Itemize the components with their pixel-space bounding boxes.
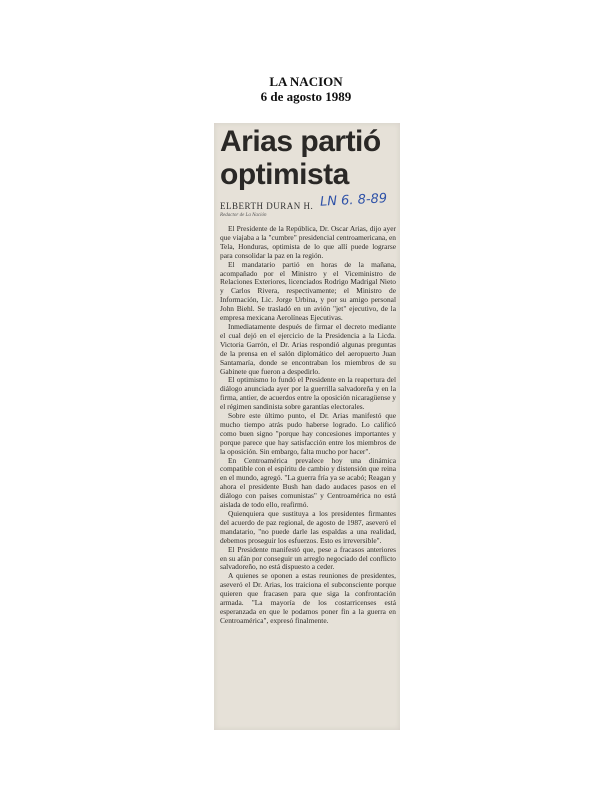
paragraph: El mandatario partió en horas de la mañana, acompañado por el Ministro y el Viceministro de Relaciones Exteriores, licenciados Rodrigo Madrigal Nieto y Carlos Rivera, respectivamente; el Ministro de Información, Lic. Jorge Urbina, y por su amigo personal John Biehl. Se trasladó en un avión "jet" ejecutivo, de la empresa mexicana Aerolíneas Ejecutivas. xyxy=(220,259,396,323)
paragraph: A quienes se oponen a estas reuniones de presidentes, aseveró el Dr. Arias, los traiciona el subconsciente porque quieren que fracasen para que siga la confrontación armada. "La mayoría de los costarricenses está esperanzada en que le podamos poner fin a la guerra en Centroamérica", expresó finalmente. xyxy=(220,571,396,625)
newspaper-clipping xyxy=(214,123,400,730)
paragraph: El optimismo lo fundó el Presidente en la reapertura del diálogo anunciada ayer por la guerrilla salvadoreña y en la firma, antier, de acuerdos entre la oposición nicaragüense y el régimen sandinista sobre garantías electorales. xyxy=(220,375,396,412)
paragraph: Quienquiera que sustituya a los presidentes firmantes del acuerdo de paz regional, de agosto de 1987, aseveró el mandatario, "no puede darle las espaldas a una realidad, debemos proseguir los esfuerzos. Esto es irreversible". xyxy=(220,509,396,545)
staff-note: Redactor de La Nación xyxy=(220,213,267,218)
paragraph: El Presidente manifestó que, pese a fracasos anteriores en su afán por conseguir un arreglo negociado del conflicto salvadoreño, no está dispuesto a ceder. xyxy=(220,544,396,572)
handwritten-annotation: LN 6. 8-89 xyxy=(319,191,388,210)
headline-line-1: Arias partió xyxy=(220,125,381,158)
article-headline xyxy=(220,125,398,191)
headline-line-2: optimista xyxy=(220,158,349,191)
paragraph: En Centroamérica prevalece hoy una dinámica compatible con el espíritu de cambio y distensión que reina en el mundo, agregó. "La guerra fría ya se acabó; Reagan y ahora el presidente Bush han dado audaces pasos en el diálogo con países comunistas" y Centroamérica no está aislada de todo ello, reafirmó. xyxy=(220,455,396,510)
paragraph: El Presidente de la República, Dr. Oscar Arias, dijo ayer que viajaba a la "cumbre" presidencial centroamericana, en Tela, Honduras, optimista de lo que allí puede lograrse para consolidar la paz en la región. xyxy=(220,224,396,260)
publication-date: 6 de agosto 1989 xyxy=(260,89,352,104)
paragraph: Sobre este último punto, el Dr. Arias manifestó que mucho tiempo atrás pudo haberse logrado. Lo calificó como buen signo "porque hay concesiones importantes y porque parece que hay satisfacción entre los miembros de la oposición. Sin embargo, falta mucho por hacer". xyxy=(220,411,396,456)
article-byline: ELBERTH DURAN H. xyxy=(220,201,314,211)
publication-name: LA NACION xyxy=(269,74,343,89)
document-header xyxy=(0,74,612,104)
byline-row xyxy=(220,193,398,213)
paragraph: Inmediatamente después de firmar el decreto mediante el cual dejó en el ejercicio de la Presidencia a la Licda. Victoria Garrón, el Dr. Arias respondió algunas preguntas de la prensa en el salón diplomático del aeropuerto Juan Santamaría, donde se encontraban los miembros de su Gabinete que fueron a despedirlo. xyxy=(220,321,396,376)
article-body xyxy=(220,225,396,626)
